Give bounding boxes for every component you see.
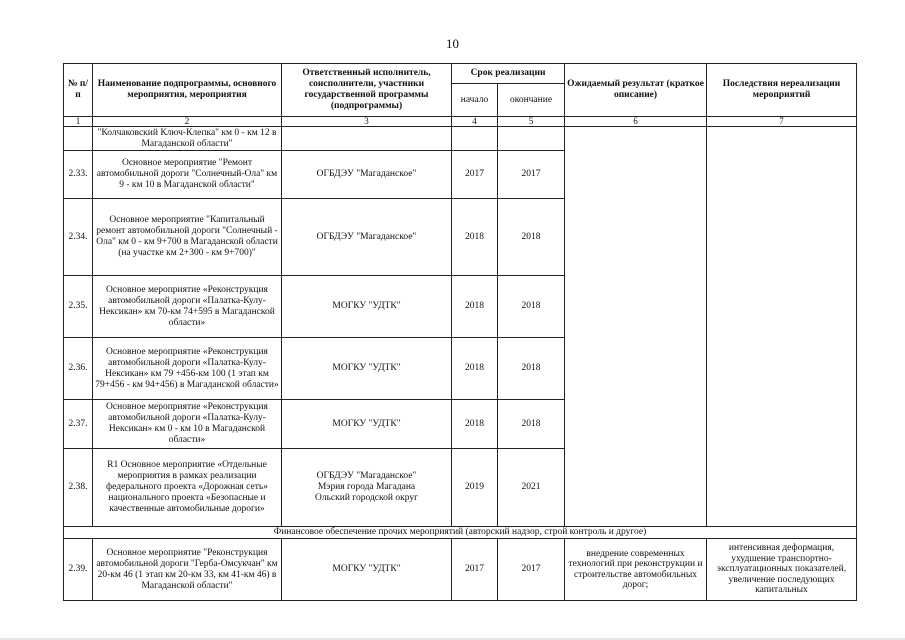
header-consequences: Последствия нереализации мероприятий: [707, 64, 857, 117]
row-num: 2.39.: [64, 539, 93, 601]
row-name: Основное мероприятие «Реконструкция автомобильной дороги «Палатка-Кулу-Нексикан» км 79 +456-км 100 (1 этап км 79+456 - км 94+456) в Магаданской области»: [93, 338, 282, 400]
row-start: 2017: [452, 539, 498, 601]
col-number: 2: [93, 117, 282, 127]
col-number: 6: [565, 117, 707, 127]
row-start: 2017: [452, 151, 498, 199]
header-name: Наименование подпрограммы, основного мероприятия, мероприятия: [93, 64, 282, 117]
col-number: 1: [64, 117, 93, 127]
page-number: 10: [446, 36, 459, 51]
row-executor: МОГКУ "УДТК": [282, 400, 452, 449]
table-row: [64, 539, 857, 601]
row-name: "Колчаковский Ключ-Клепка" км 0 - км 12 в Магаданской области": [93, 127, 282, 151]
row-end: 2018: [498, 400, 565, 449]
header-term: Срок реализации: [452, 64, 565, 84]
row-end: 2021: [498, 449, 565, 527]
consequences-merged-cell: [707, 127, 857, 527]
program-table: [63, 63, 857, 601]
row-executor: ОГБДЭУ "Магаданское": [282, 151, 452, 199]
executor-line: Мэрия города Магадана: [317, 482, 416, 492]
row-end: 2018: [498, 276, 565, 338]
column-number-row: [64, 117, 857, 127]
col-number: 7: [707, 117, 857, 127]
executor-line: ОГБДЭУ "Магаданское": [316, 471, 417, 481]
header-executor: Ответственный исполнитель, соисполнители, участники государственной программы (подпрограммы): [282, 64, 452, 117]
row-executor: МОГКУ "УДТК": [282, 539, 452, 601]
row-name: Основное мероприятие «Реконструкция автомобильной дороги «Палатка-Кулу-Нексикан» км 70-км 74+595 в Магаданской области»: [93, 276, 282, 338]
table-row: [64, 127, 857, 151]
header-num: № п/п: [64, 64, 93, 117]
header-result: Ожидаемый результат (краткое описание): [565, 64, 707, 117]
row-end: 2018: [498, 338, 565, 400]
row-start: 2018: [452, 199, 498, 276]
row-executor: ОГБДЭУ "Магаданское": [282, 199, 452, 276]
col-number: 3: [282, 117, 452, 127]
row-num: 2.35.: [64, 276, 93, 338]
row-name: Основное мероприятие "Реконструкция автомобильной дороги "Герба-Омсукчан" км 20-км 46 (1 этап км 20-км 33, км 41-км 46) в Магаданской области": [93, 539, 282, 601]
row-start: 2019: [452, 449, 498, 527]
row-name: R1 Основное мероприятие «Отдельные мероприятия в рамках реализации федерального проекта «Дорожная сеть» национального проекта «Безопасные и качественные автомобильные дороги»: [93, 449, 282, 527]
col-number: 5: [498, 117, 565, 127]
row-name: Основное мероприятие "Ремонт автомобильной дороги "Солнечный-Ола" км 9 - км 10 в Магаданской области": [93, 151, 282, 199]
result-merged-cell: [565, 127, 707, 527]
row-num: 2.33.: [64, 151, 93, 199]
row-executor: МОГКУ "УДТК": [282, 276, 452, 338]
row-executor: МОГКУ "УДТК": [282, 338, 452, 400]
col-number: 4: [452, 117, 498, 127]
row-num: 2.37.: [64, 400, 93, 449]
row-end: 2017: [498, 539, 565, 601]
section-header-row: [64, 527, 857, 539]
row-name: Основное мероприятие "Капитальный ремонт автомобильной дороги "Солнечный - Ола" км 0 - км 9+700 в Магаданской области (на участке км 2+300 - км 9+700)": [93, 199, 282, 276]
executor-line: Ольский городской округ: [315, 493, 418, 503]
row-start: 2018: [452, 276, 498, 338]
row-end: 2017: [498, 151, 565, 199]
row-executor: [282, 449, 452, 527]
row-consequences: интенсивная деформация, ухудшение транспортно-эксплуатационных показателей, увеличение последующих капитальных: [707, 539, 857, 601]
row-start: 2018: [452, 338, 498, 400]
header-end: окончание: [498, 84, 565, 117]
row-end: 2018: [498, 199, 565, 276]
row-num: 2.36.: [64, 338, 93, 400]
header-start: начало: [452, 84, 498, 117]
row-name: Основное мероприятие «Реконструкция автомобильной дороги «Палатка-Кулу-Нексикан» км 0 - км 10 в Магаданской области»: [93, 400, 282, 449]
row-num: 2.34.: [64, 199, 93, 276]
row-result: внедрение современных технологий при реконструкции и строительстве автомобильных дорог;: [565, 539, 707, 601]
row-num: 2.38.: [64, 449, 93, 527]
row-start: 2018: [452, 400, 498, 449]
section-title: Финансовое обеспечение прочих мероприятий (авторский надзор, строй контроль и другое): [64, 527, 857, 539]
